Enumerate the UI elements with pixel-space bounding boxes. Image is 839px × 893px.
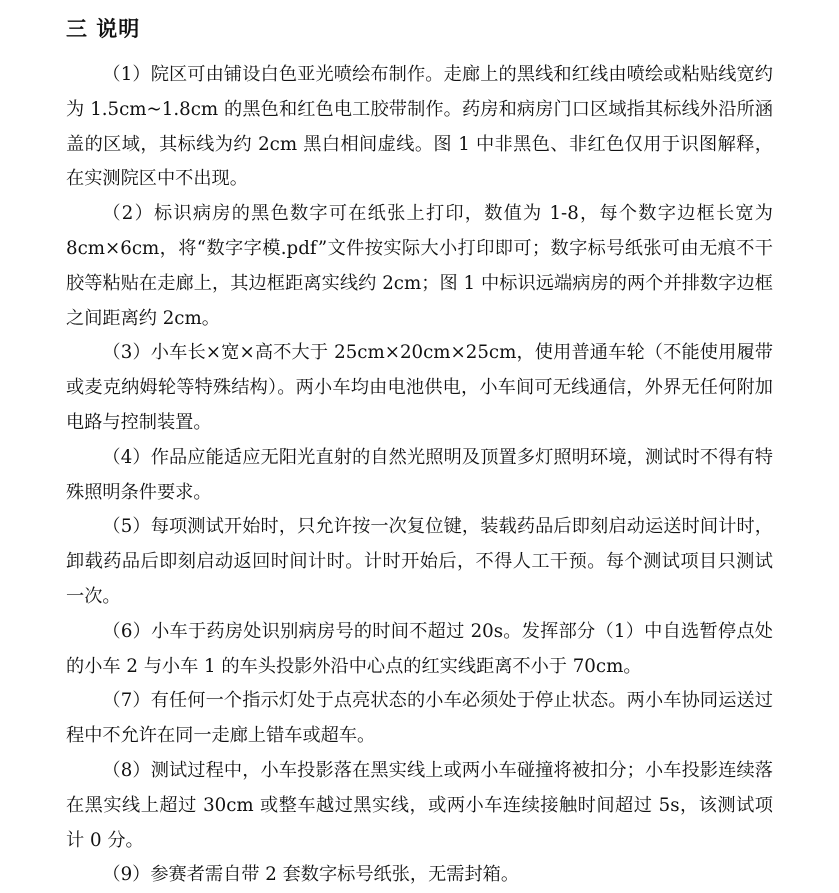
paragraph-1: （1）院区可由铺设白色亚光喷绘布制作。走廊上的黑线和红线由喷绘或粘贴线宽约为 1.5cm~1.8cm 的黑色和红色电工胶带制作。药房和病房门口区域指其标线外沿所涵盖的区域，其标线为约 2cm 黑白相间虚线。图 1 中非黑色、非红色仅用于识图解释，在实测院区中不出现。 [66,64,773,190]
paragraph-2: （2）标识病房的黑色数字可在纸张上打印，数值为 1-8，每个数字边框长宽为 8cm×6cm，将“数字字模.pdf”文件按实际大小打印即可；数字标号纸张可由无痕不干胶等粘贴在走廊上，其边框距离实线约 2cm；图 1 中标识远端病房的两个并排数字边框之间距离约 2cm。 [66,203,773,329]
paragraph-6: （6）小车于药房处识别病房号的时间不超过 20s。发挥部分（1）中自选暂停点处的小车 2 与小车 1 的车头投影外沿中心点的红实线距离不小于 70cm。 [66,620,773,677]
paragraph-5: （5）每项测试开始时，只允许按一次复位键，装载药品后即刻启动运送时间计时，卸载药品后即刻启动返回时间计时。计时开始后，不得人工干预。每个测试项目只测试一次。 [66,516,773,607]
paragraph-4: （4）作品应能适应无阳光直射的自然光照明及顶置多灯照明环境，测试时不得有特殊照明条件要求。 [66,446,773,503]
paragraph-9: （9）参赛者需自带 2 套数字标号纸张，无需封箱。 [102,864,520,886]
section-heading: 三 说明 [66,17,141,41]
paragraph-8: （8）测试过程中，小车投影落在黑实线上或两小车碰撞将被扣分；小车投影连续落在黑实线上超过 30cm 或整车越过黑实线，或两小车连续接触时间超过 5s，该测试项计 0 分。 [66,759,773,851]
paragraph-3: （3）小车长×宽×高不大于 25cm×20cm×25cm，使用普通车轮（不能使用履带或麦克纳姆轮等特殊结构）。两小车均由电池供电，小车间可无线通信，外界无任何附加电路与控制装置。 [66,342,773,433]
paragraph-7: （7）有任何一个指示灯处于点亮状态的小车必须处于停止状态。两小车协同运送过程中不允许在同一走廊上错车或超车。 [66,690,773,747]
